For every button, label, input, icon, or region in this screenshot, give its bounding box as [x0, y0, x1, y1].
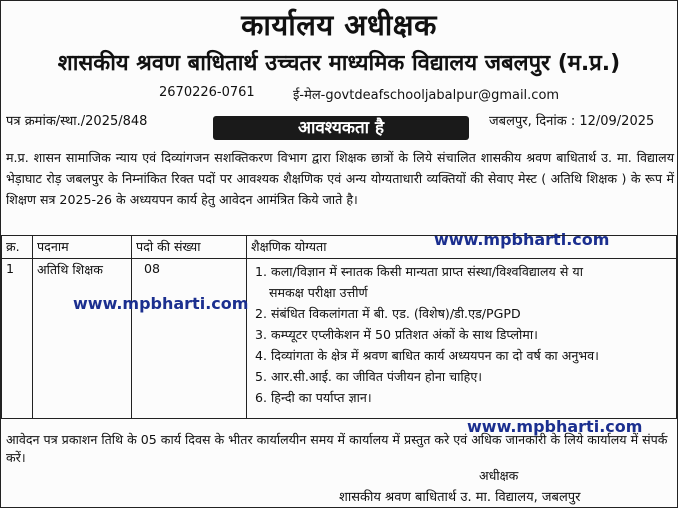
qualification-item: 3. कम्प्यूटर एप्लीकेशन में 50 प्रतिशत अंकों के साथ डिप्लोमा।: [255, 327, 538, 342]
watermark-text[interactable]: www.mpbharti.com: [434, 230, 610, 249]
header-sno: क्र.: [2, 236, 33, 259]
school-name: शासकीय श्रवण बाधितार्थ उच्चतर माध्यमिक विद्यालय जबलपुर (म.प्र.): [57, 51, 621, 76]
letter-ref-number: पत्र क्रमांक/स्था./2025/848: [6, 114, 148, 129]
qualification-item: 1. कला/विज्ञान में स्नातक किसी मान्यता प्राप्त संस्था/विश्वविद्यालय से या: [255, 264, 583, 279]
letter-date: जबलपुर, दिनांक : 12/09/2025: [489, 114, 655, 129]
signatory-designation: अधीक्षक: [479, 468, 519, 483]
table-row: [2, 259, 677, 419]
header-qualification: शैक्षणिक योग्यता: [247, 236, 677, 259]
watermark-text[interactable]: www.mpbharti.com: [73, 294, 249, 313]
phone-number: 2670226-0761: [159, 85, 255, 100]
watermark-text[interactable]: www.mpbharti.com: [467, 417, 643, 436]
qualification-item: 5. आर.सी.आई. का जीवित पंजीयन होना चाहिए।: [255, 369, 483, 384]
qualification-item: 6. हिन्दी का पर्याप्त ज्ञान।: [255, 390, 372, 405]
qualification-item: समकक्ष परीक्षा उत्तीर्ण: [269, 285, 368, 300]
email-address[interactable]: ई-मेल-govtdeafschooljabalpur@gmail.com: [293, 88, 560, 103]
intro-paragraph: म.प्र. शासन सामाजिक न्याय एवं दिव्यांगजन सशक्तिकरण विभाग द्वारा शिक्षक छात्रों के लिये संचालित शासकीय श्रवण बाधितार्थ उ. मा. विद्यालय भेड़ाघाट रोड़ जबलपुर के निम्नांकित रिक्त पदों पर आवश्यक शैक्षणिक एवं अन्य योग्यताधारी व्यक्तियों की सेवाए मेस्ट ( अतिथि शिक्षक ) के रूप में शिक्षण सत्र 2025-26 के अध्ययपन कार्य हेतु आवेदन आमंत्रित किये जाते है।: [6, 150, 674, 207]
office-title: कार्यालय अधीक्षक: [241, 8, 437, 42]
cell-count: 08: [132, 259, 247, 419]
header-post: पदनाम: [33, 236, 132, 259]
signatory-office: शासकीय श्रवण बाधितार्थ उ. मा. विद्यालय, जबलपुर: [339, 490, 581, 505]
vacancy-table: [1, 235, 677, 419]
cell-qualifications: [247, 259, 677, 419]
qualification-item: 2. संबंधित विकलांगता में बी. एड. (विशेष)/डी.एड/PGPD: [255, 306, 521, 321]
requirement-banner: आवश्यकता है: [213, 116, 469, 140]
qualification-item: 4. दिव्यांगता के क्षेत्र में श्रवण बाधित कार्य अध्ययपन का दो वर्ष का अनुभव।: [255, 348, 599, 363]
cell-post: अतिथि शिक्षक: [33, 259, 132, 419]
header-count: पदो की संख्या: [132, 236, 247, 259]
cell-sno: 1: [2, 259, 33, 419]
footer-instructions: आवेदन पत्र प्रकाशन तिथि के 05 कार्य दिवस के भीतर कार्यालयीन समय में कार्यालय में प्रस्तुत करे एवं अधिक जानकारी के लिये कार्यालय में संपर्क करें।: [6, 432, 668, 465]
